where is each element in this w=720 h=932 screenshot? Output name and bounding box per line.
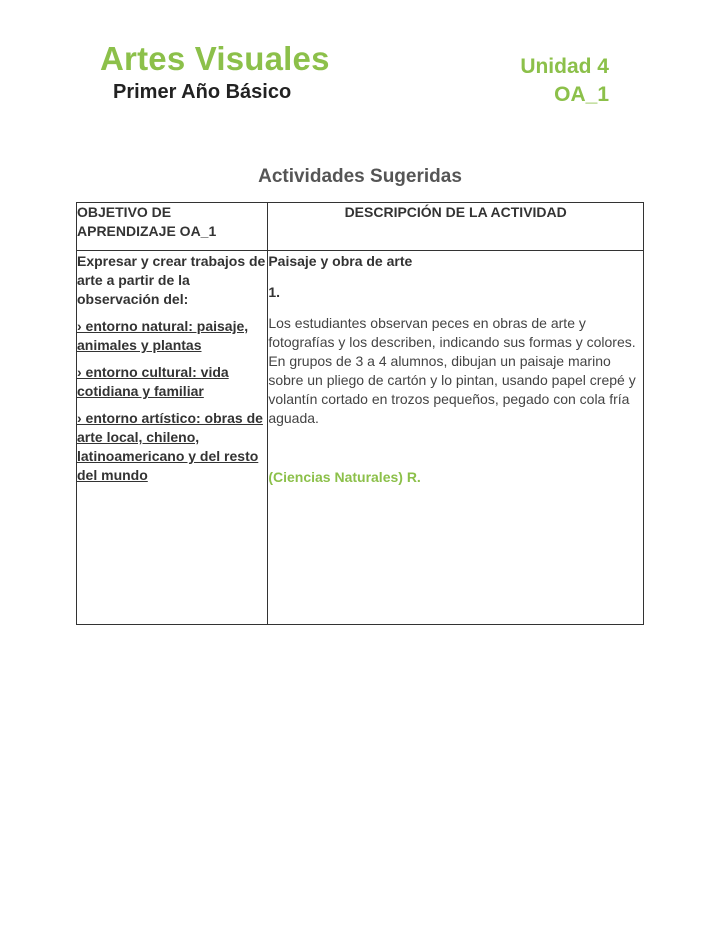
objective-code: OA_1 [554,83,609,106]
description-header: DESCRIPCIÓN DE LA ACTIVIDAD [268,203,644,251]
objective-header: OBJETIVO DE APRENDIZAJE OA_1 [77,203,268,251]
unit-label: Unidad 4 [520,55,609,78]
activity-number: 1. [268,284,281,300]
activities-table [76,202,644,625]
unit-block [520,53,609,109]
objective-item-artistic: › entorno artístico: obras de arte local, chileno, latinoamericano y del resto del mundo [77,410,263,483]
objective-item-cultural: › entorno cultural: vida cotidiana y familiar [77,364,229,399]
objective-item-natural: › entorno natural: paisaje, animales y plantas [77,318,249,353]
activity-cell [268,251,644,625]
activity-title: Paisaje y obra de arte [268,253,413,269]
objective-cell [77,251,268,625]
table-header-row [77,203,644,251]
section-title: Actividades Sugeridas [258,166,462,187]
grade-subtitle: Primer Año Básico [113,81,292,103]
table-row [77,251,644,625]
activity-description: Los estudiantes observan peces en obras de arte y fotografías y los describen, indicando sus formas y colores. En grupos de 3 a 4 alumnos, dibujan un paisaje marino sobre un pliego de cartón y lo pintan, usando papel crepé y volantín cortado en trozos pequeños, pegado con cola fría aguada. [268,315,636,426]
subject-title: Artes Visuales [100,40,330,77]
activity-reference: (Ciencias Naturales) R. [268,469,421,485]
objective-text: Expresar y crear trabajos de arte a partir de la observación del: [77,253,266,307]
